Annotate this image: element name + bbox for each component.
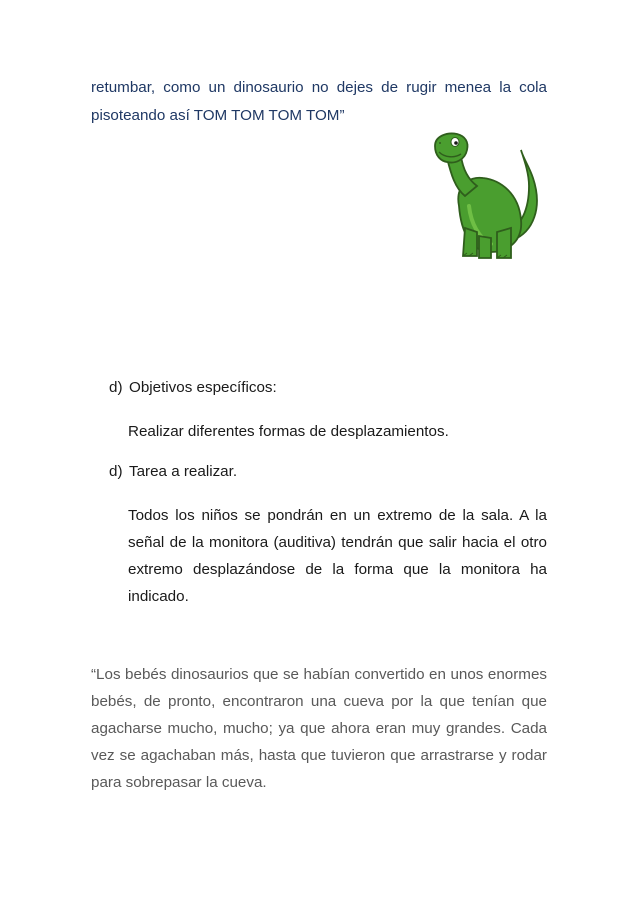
tarea-line: Todos los niños se pondrán en un extremo de la sala. A la	[128, 507, 547, 524]
tarea-line: indicado.	[128, 588, 189, 605]
story-line: vez se agachaban más, hasta que tuvieron que arrastrarse y rodar	[91, 747, 547, 764]
objetivos-heading: Objetivos específicos:	[129, 379, 277, 396]
list-marker: d)	[109, 379, 123, 396]
objetivos-text: Realizar diferentes formas de desplazamientos.	[128, 423, 449, 440]
tarea-paragraph	[128, 502, 547, 610]
story-line: “Los bebés dinosaurios que se habían convertido en unos enormes	[91, 666, 547, 683]
list-marker: d)	[109, 463, 123, 480]
story-line: bebés, de pronto, encontraron una cueva por la que tenían que	[91, 693, 547, 710]
tarea-heading: Tarea a realizar.	[129, 463, 238, 480]
story-paragraph	[91, 661, 547, 796]
dinosaur-front-leg	[463, 228, 477, 256]
section-heading-objetivos	[109, 377, 277, 399]
dinosaur-illustration-icon	[425, 128, 553, 268]
dinosaur-back-leg	[497, 228, 511, 258]
intro-line-2: pisoteando así TOM TOM TOM TOM”	[91, 107, 345, 124]
tarea-line: extremo desplazándose de la forma que la monitora ha	[128, 561, 547, 578]
story-line: para sobrepasar la cueva.	[91, 774, 267, 791]
section-heading-tarea	[109, 461, 237, 483]
dinosaur-head	[435, 134, 468, 163]
tarea-line: señal de la monitora (auditiva) tendrán que salir hacia el otro	[128, 534, 547, 551]
story-line: agacharse mucho, mucho; ya que ahora eran muy grandes. Cada	[91, 720, 547, 737]
intro-line-1: retumbar, como un dinosaurio no dejes de rugir menea la cola	[91, 79, 547, 96]
